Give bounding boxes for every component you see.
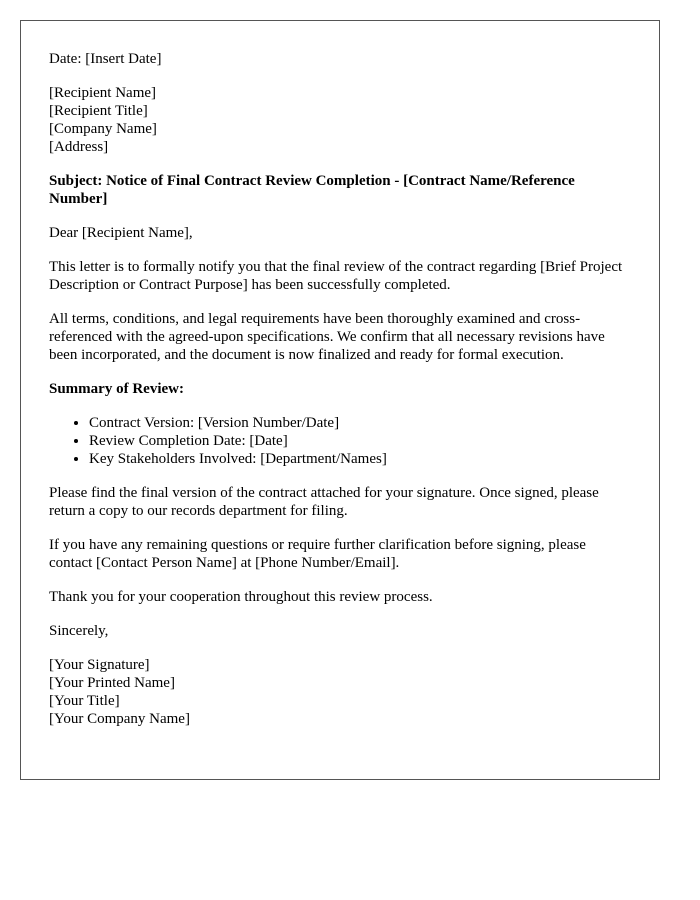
recipient-name: [Recipient Name] xyxy=(49,85,157,101)
summary-heading: Summary of Review: xyxy=(49,381,184,397)
sign-off: Sincerely, xyxy=(49,623,109,639)
letter xyxy=(20,20,660,780)
paragraph-contact: If you have any remaining questions or require further clarification before signing, please contact [Contact Person Name] at [Phone Number/Email]. xyxy=(49,537,586,571)
paragraph-review-details: All terms, conditions, and legal requirements have been thoroughly examined and cross-referenced with the agreed-upon specifications. We confirm that all necessary revisions have been incorporated, and the document is now finalized and ready for formal execution. xyxy=(49,311,605,363)
summary-item-stakeholders: • Key Stakeholders Involved: [Department/Names] xyxy=(89,450,631,468)
subject-line: Subject: Notice of Final Contract Review Completion - [Contract Name/Reference Number] xyxy=(49,173,575,207)
recipient-address: [Address] xyxy=(49,139,109,155)
signature-block xyxy=(49,656,631,728)
salutation: Dear [Recipient Name], xyxy=(49,225,193,241)
sender-company: [Your Company Name] xyxy=(49,711,190,727)
recipient-company: [Company Name] xyxy=(49,121,157,137)
paragraph-notification: This letter is to formally notify you that the final review of the contract regarding [Brief Project Description or Contract Purpose] has been successfully completed. xyxy=(49,259,623,293)
paragraph-attachment: Please find the final version of the contract attached for your signature. Once signed, please return a copy to our records department for filing. xyxy=(49,485,599,519)
recipient-title: [Recipient Title] xyxy=(49,103,148,119)
summary-item-completion-date: • Review Completion Date: [Date] xyxy=(89,432,631,450)
signature-line: [Your Signature] xyxy=(49,657,150,673)
date-line: Date: [Insert Date] xyxy=(49,51,162,67)
recipient-block xyxy=(49,84,631,156)
printed-name: [Your Printed Name] xyxy=(49,675,175,691)
summary-list xyxy=(49,414,631,468)
paragraph-thanks: Thank you for your cooperation throughout this review process. xyxy=(49,589,433,605)
sender-title: [Your Title] xyxy=(49,693,120,709)
summary-item-contract-version: • Contract Version: [Version Number/Date] xyxy=(89,414,631,432)
